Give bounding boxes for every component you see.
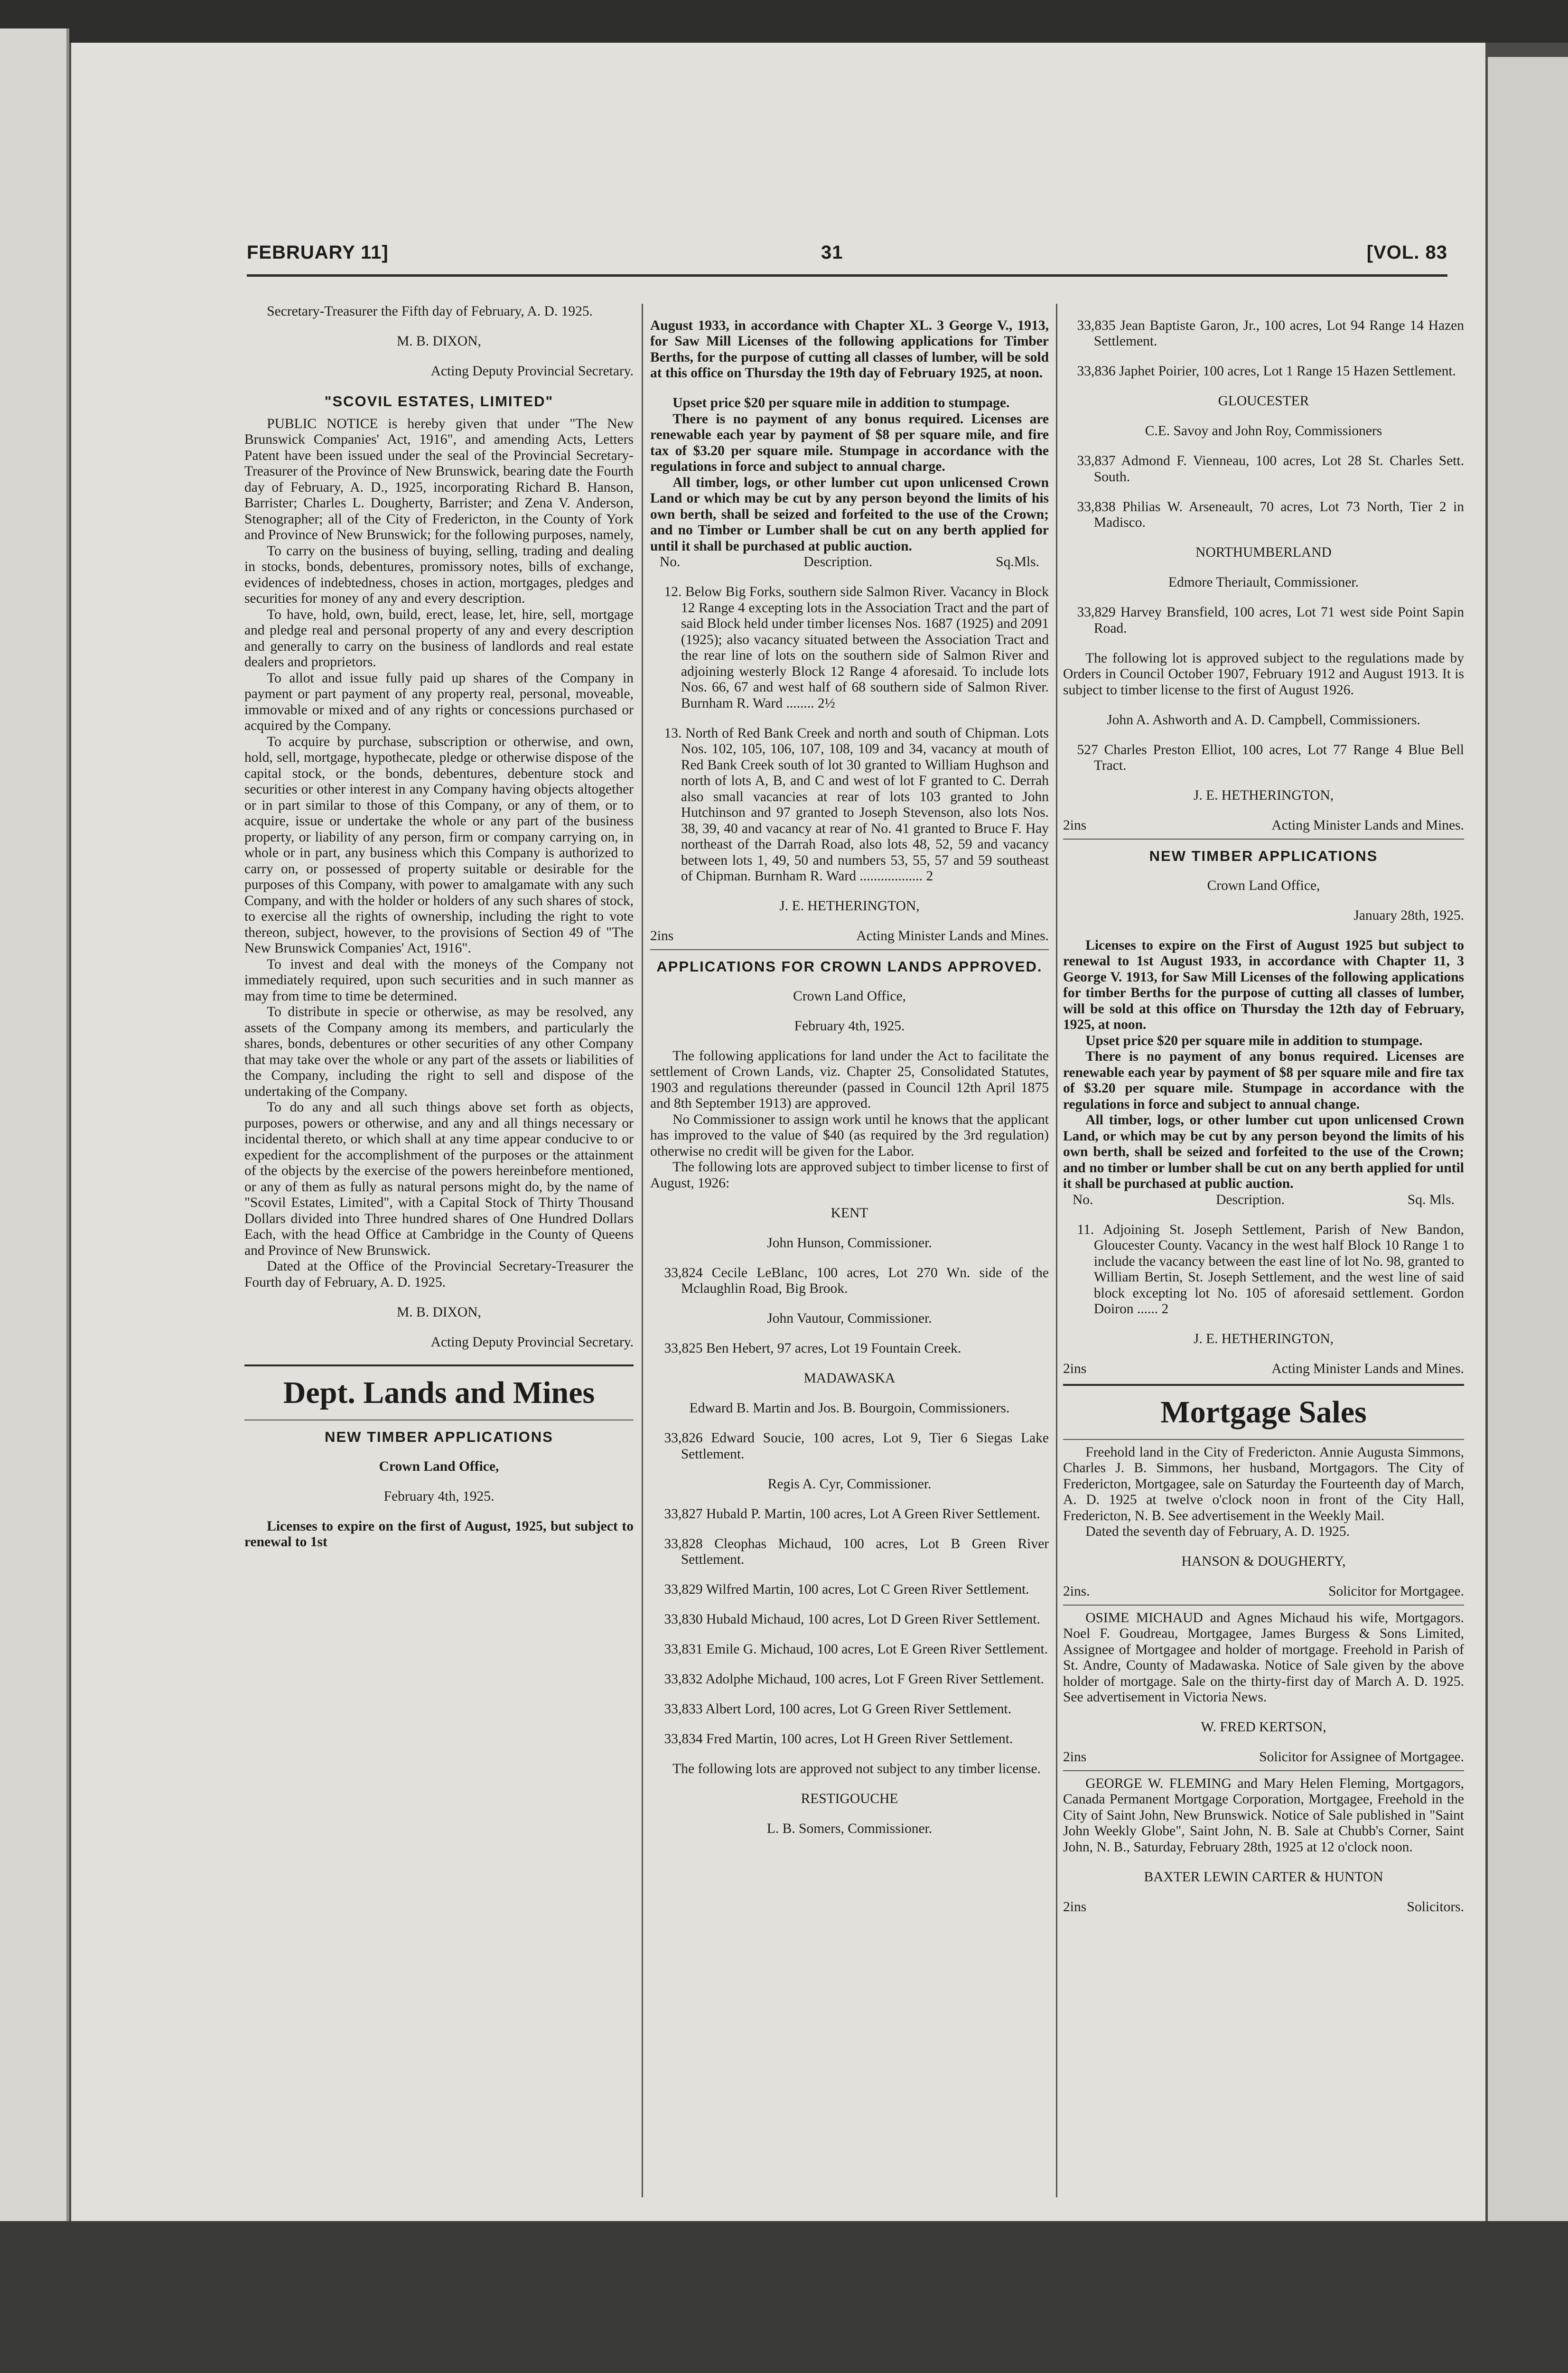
insertion-count: 2ins: [1063, 818, 1087, 833]
commissioner: Regis A. Cyr, Commissioner.: [767, 1476, 932, 1492]
list-item: 33,833 Albert Lord, 100 acres, Lot G Green River Settlement.: [664, 1701, 1012, 1717]
page-number: 31: [821, 242, 843, 263]
signature-title: Acting Minister Lands and Mines.: [1271, 818, 1464, 833]
commissioner: Edward B. Martin and Jos. B. Bourgoin, Commissioners.: [689, 1401, 1010, 1416]
notice-heading: APPLICATIONS FOR CROWN LANDS APPROVED.: [656, 958, 1043, 975]
signature: M. B. DIXON,: [397, 1304, 481, 1320]
signature-title: Acting Deputy Provincial Secretary.: [430, 364, 634, 379]
section-rule: [1063, 839, 1464, 840]
signature: J. E. HETHERINGTON,: [779, 898, 920, 914]
signature-title: Solicitor for Assignee of Mortgagee.: [1259, 1749, 1464, 1765]
signature-title: Acting Minister Lands and Mines.: [856, 928, 1049, 944]
insertion-line: [650, 928, 1049, 944]
list-item: 527 Charles Preston Elliot, 100 acres, Lot 77 Range 4 Blue Bell Tract.: [1077, 742, 1464, 773]
background-bottom: [0, 2221, 1568, 2373]
list-item: 33,829 Wilfred Martin, 100 acres, Lot C Green River Settlement.: [664, 1582, 1029, 1597]
notice-heading: "SCOVIL ESTATES, LIMITED": [324, 393, 554, 410]
insertion-line: [1063, 1899, 1464, 1915]
paragraph: The following lots are approved subject to timber license to first of August, 1926:: [650, 1159, 1049, 1191]
paragraph: PUBLIC NOTICE is hereby given that under "The New Brunswick Companies' Act, 1916", and amending Acts, Letters Patent have been issued under the seal of the Provincial Secretary-Treasurer of the Province of New Brunswick, bearing date the Fourth day of February, A. D., 1925, incorporating Richard B. Hanson, Barrister; Charles L. Dougherty, Barrister; and Zena V. Anderson, Stenographer; all of the City of Fredericton, in the County of York and Province of New Brunswick; for the following purposes, namely,: [244, 416, 634, 542]
list-item: 33,834 Fred Martin, 100 acres, Lot H Green River Settlement.: [664, 1731, 1013, 1747]
list-item: 33,838 Philias W. Arseneault, 70 acres, Lot 73 North, Tier 2 in Madisco.: [1077, 499, 1464, 530]
insertion-line: [1063, 1361, 1464, 1377]
column-1: [244, 304, 634, 2197]
signature: BAXTER LEWIN CARTER & HUNTON: [1144, 1869, 1383, 1885]
county-heading: RESTIGOUCHE: [801, 1791, 898, 1806]
paragraph: Upset price $20 per square mile in addition to stumpage.: [672, 395, 1010, 411]
list-item: 11. Adjoining St. Joseph Settlement, Parish of New Bandon, Gloucester County. Vacancy in the west half Block 10 Range 1 to include the vacancy between the east line of lot No. 98, granted to William Bertin, St. Joseph Settlement, and the west line of said block excepting lot No. 105 of aforesaid settlement. Gordon Doiron ...... 2: [1077, 1222, 1464, 1317]
county-heading: GLOUCESTER: [1218, 393, 1309, 409]
commissioner: C.E. Savoy and John Roy, Commissioners: [1145, 423, 1382, 439]
insertion-line: [1063, 1749, 1464, 1766]
section-rule: [244, 1364, 634, 1366]
previous-page-edge: [0, 28, 69, 2231]
county-heading: MADAWASKA: [803, 1371, 896, 1386]
list-item: 33,832 Adolphe Michaud, 100 acres, Lot F Green River Settlement.: [664, 1672, 1044, 1687]
paragraph: Secretary-Treasurer the Fifth day of February, A. D. 1925.: [267, 304, 593, 319]
paragraph: To carry on the business of buying, selling, trading and dealing in stocks, bonds, debentures, promissory notes, bills of exchange, evidences of indebtedness, choses in action, mortgages, pledges and securities for money of any and every description.: [244, 543, 634, 606]
county-heading: NORTHUMBERLAND: [1195, 545, 1332, 560]
next-page-edge: [1488, 57, 1568, 2221]
table-header: [1063, 1192, 1464, 1208]
list-item: 33,836 Japhet Poirier, 100 acres, Lot 1 Range 15 Hazen Settlement.: [1077, 364, 1456, 379]
list-item: 12. Below Big Forks, southern side Salmon River. Vacancy in Block 12 Range 4 excepting lots in the Association Tract and the part of said Block held under timber licenses Nos. 1687 (1925) and 2091 (1925); also vacancy situated between the Association Tract and the rear line of lots on the southern side of Salmon River and adjoining westerly Block 12 Range 4 aforesaid. To include lots Nos. 66, 67 and west half of 68 southern side of Salmon River. Burnham R. Ward ........ 2½: [664, 584, 1049, 711]
paragraph: All timber, logs, or other lumber cut upon unlicensed Crown Land, or which may be cut by any person beyond the limits of his own berth, shall be seized and forfeited to the use of the Crown; and no timber or lumber shall be cut on any berth applied for until it shall be purchased at public auction.: [1063, 1112, 1464, 1191]
paragraph: There is no payment of any bonus required. Licenses are renewable each year by payment of $8 per square mile, and fire tax of $3.20 per square mile. Stumpage in accordance with the regulations in force and subject to annual charge.: [650, 411, 1049, 474]
column-2: [650, 304, 1049, 2197]
list-item: 33,837 Admond F. Vienneau, 100 acres, Lot 28 St. Charles Sett. South.: [1077, 453, 1464, 485]
paragraph: GEORGE W. FLEMING and Mary Helen Fleming, Mortgagors, Canada Permanent Mortgage Corporation, Mortgagee, Freehold in the City of Saint John, New Brunswick. Notice of Sale published in "Saint John Weekly Globe", Saint John, N. B. Sale at Chubb's Corner, Saint John, N. B., Saturday, February 28th, 1925 at 12 o'clock noon.: [1063, 1775, 1464, 1855]
section-rule: [650, 949, 1049, 950]
signature: W. FRED KERTSON,: [1201, 1719, 1326, 1735]
section-rule: [1063, 1605, 1464, 1606]
signature: HANSON & DOUGHERTY,: [1181, 1554, 1346, 1569]
paragraph: To allot and issue fully paid up shares of the Company in payment or part payment of any property real, personal, moveable, immovable or mixed and of any rights or concessions purchased or acquired by the Company.: [244, 670, 634, 733]
paragraph: To distribute in specie or otherwise, as may be resolved, any assets of the Company among its members, and particularly the shares, bonds, debentures or other securities of any other Company that may take over the whole or any part of the assets or liabilities of the Company, including the right to sell and dispose of the undertaking of the Company.: [244, 1004, 634, 1099]
page-header: [247, 242, 1447, 275]
list-item: 33,830 Hubald Michaud, 100 acres, Lot D Green River Settlement.: [664, 1612, 1040, 1627]
column-divider: [642, 304, 643, 2197]
notice-heading: NEW TIMBER APPLICATIONS: [325, 1428, 553, 1445]
paragraph: August 1933, in accordance with Chapter XL. 3 George V., 1913, for Saw Mill Licenses of the following applications for Timber Berths, for the purpose of cutting all classes of lumber, will be sold at this office on Thursday the 19th day of February 1925, at noon.: [650, 318, 1049, 381]
list-item: 33,825 Ben Hebert, 97 acres, Lot 19 Fountain Creek.: [664, 1341, 961, 1356]
paragraph: The following lot is approved subject to the regulations made by Orders in Council October 1907, February 1912 and August 1913. It is subject to timber license to the first of August 1926.: [1063, 650, 1464, 698]
office-line: Crown Land Office,: [379, 1458, 499, 1474]
column-description: Description.: [803, 554, 873, 570]
paragraph: The following applications for land under the Act to facilitate the settlement of Crown Lands, viz. Chapter 25, Consolidated Statutes, 1903 and regulations thereunder (passed in Council 12th April 1875 and 8th September 1913) are approved.: [650, 1048, 1049, 1111]
section-rule: [1063, 1439, 1464, 1440]
paragraph: No Commissioner to assign work until he knows that the applicant has improved to the value of $40 (as required by the 3rd regulation) otherwise no credit will be given for the Labor.: [650, 1112, 1049, 1159]
signature: J. E. HETHERINGTON,: [1193, 788, 1334, 803]
list-item: 33,826 Edward Soucie, 100 acres, Lot 9, Tier 6 Siegas Lake Settlement.: [664, 1430, 1049, 1462]
paragraph: There is no payment of any bonus required. Licenses are renewable each year by payment of $8 per square mile and fire tax of $3.20 per square mile. Stumpage in accordance with the regulations in force and subject to annual change.: [1063, 1049, 1464, 1112]
column-divider: [1056, 304, 1057, 2197]
section-title: Mortgage Sales: [1160, 1394, 1367, 1429]
paragraph: Upset price $20 per square mile in addition to stumpage.: [1085, 1033, 1423, 1048]
list-item: 13. North of Red Bank Creek and north and south of Chipman. Lots Nos. 102, 105, 106, 107, 108, 109 and 34, vacancy at mouth of Red Bank Creek south of lot 30 granted to William Hughson and north of lots A, B, and C and west of lot F granted to C. Derrah also small vacancies at rear of lots 103 granted to John Hutchinson and 97 granted to Joseph Stevenson, also lots Nos. 38, 39, 40 and vacancy at rear of No. 41 granted to Bruce F. Hay northeast of the Darrah Road, also lots 48, 52, 59 and vacancy between lots 1, 49, 50 and numbers 53, 55, 57 and 59 southeast of Chipman. Burnham R. Ward .................. 2: [664, 725, 1049, 884]
date-line: February 4th, 1925.: [794, 1018, 905, 1034]
county-heading: KENT: [831, 1205, 868, 1221]
commissioner: John Vautour, Commissioner.: [767, 1311, 932, 1326]
column-sq-mls: Sq.Mls.: [996, 554, 1039, 570]
list-item: 33,835 Jean Baptiste Garon, Jr., 100 acres, Lot 94 Range 14 Hazen Settlement.: [1077, 318, 1464, 349]
section-title: Dept. Lands and Mines: [283, 1375, 595, 1410]
paragraph: Dated the seventh day of February, A. D. 1925.: [1085, 1524, 1350, 1539]
date-line: February 4th, 1925.: [383, 1488, 495, 1504]
list-item: 33,827 Hubald P. Martin, 100 acres, Lot A Green River Settlement.: [664, 1506, 1040, 1522]
paragraph: The following lots are approved not subject to any timber license.: [672, 1761, 1041, 1776]
notice-heading: NEW TIMBER APPLICATIONS: [1149, 847, 1378, 864]
insertion-count: 2ins: [650, 928, 674, 944]
column-no: No.: [660, 554, 681, 570]
paragraph: To do any and all such things above set forth as objects, purposes, powers or otherwise, and any and all things necessary or incidental thereto, or which shall at any time appear conducive to or expedient for the accomplishment of the purposes or the attainment of the objects by the exercise of the powers hereinbefore mentioned, or any of them as fully as natural persons might do, by the name of "Scovil Estates, Limited", with a Capital Stock of Thirty Thousand Dollars divided into Three hundred shares of One Hundred Dollars Each, with the head Office at Cambridge in the County of Queens and Province of New Brunswick.: [244, 1100, 634, 1258]
insertion-count: 2ins: [1063, 1361, 1087, 1376]
office-line: Crown Land Office,: [793, 988, 906, 1004]
background-top: [0, 0, 1568, 43]
commissioner: Edmore Theriault, Commissioner.: [1168, 575, 1359, 590]
date-line: January 28th, 1925.: [1353, 907, 1464, 923]
signature-title: Solicitors.: [1407, 1899, 1464, 1915]
list-item: 33,824 Cecile LeBlanc, 100 acres, Lot 270 Wn. side of the Mclaughlin Road, Big Brook.: [664, 1265, 1049, 1296]
paragraph: All timber, logs, or other lumber cut upon unlicensed Crown Land or which may be cut by any person beyond the limits of his own berth, shall be seized and forfeited to the use of the Crown; and no Timber or Lumber shall be cut on any berth applied for until it shall be purchased at public auction.: [650, 475, 1049, 554]
header-date: FEBRUARY 11]: [247, 242, 389, 263]
signature: M. B. DIXON,: [397, 334, 481, 349]
paragraph: Dated at the Office of the Provincial Secretary-Treasurer the Fourth day of February, A. D. 1925.: [244, 1259, 634, 1290]
column-sq-mls: Sq. Mls.: [1407, 1192, 1455, 1207]
section-rule: [1063, 1384, 1464, 1386]
paragraph: To acquire by purchase, subscription or otherwise, and own, hold, sell, mortgage, hypothecate, pledge or otherwise dispose of the capital stock, or the bonds, debentures, debenture stock and securities or other interest in any Company having objects altogether or in part similar to those of this Company, or any of them, or to acquire, issue or undertake the whole or any part of the business property, or liability of any person, firm or company carrying on, in whole or in part, any business which this Company is authorized to carry on, or possessed of property suitable or desirable for the purposes of this Company, with power to amalgamate with any such Company, and with the holder or holders of any such shares of stock, to exercise all the rights of ownership, including the right to vote thereon, subject, however, to the provisions of Section 49 of "The New Brunswick Companies' Act, 1916".: [244, 734, 634, 956]
paragraph: OSIME MICHAUD and Agnes Michaud his wife, Mortgagors. Noel F. Goudreau, Mortgagee, James Burgess & Sons Limited, Assignee of Mortgagee and holder of mortgage. Freehold in Parish of St. Andre, County of Madawaska. Notice of Sale given by the above holder of mortgage. Sale on the thirty-first day of March A. D. 1925. See advertisement in Victoria News.: [1063, 1610, 1464, 1705]
signature: J. E. HETHERINGTON,: [1193, 1331, 1334, 1346]
column-description: Description.: [1216, 1192, 1285, 1207]
paragraph: To have, hold, own, build, erect, lease, let, hire, sell, mortgage and pledge real and personal property of any and every description and generally to carry on the business of landlords and real estate dealers and proprietors.: [244, 607, 634, 670]
commissioner: John Hunson, Commissioner.: [767, 1235, 932, 1251]
commissioner: L. B. Somers, Commissioner.: [766, 1821, 933, 1836]
insertion-count: 2ins.: [1063, 1584, 1090, 1599]
insertion-count: 2ins: [1063, 1749, 1087, 1765]
commissioner: John A. Ashworth and A. D. Campbell, Commissioners.: [1107, 712, 1420, 728]
paragraph: Licenses to expire on the First of August 1925 but subject to renewal to 1st August 1933, in accordance with Chapter 11, 3 George V. 1913, for Saw Mill Licenses of the following applications for timber Berths for the purpose of cutting all classes of lumber, will be sold at this office on Thursday the 12th day of February, 1925, at noon.: [1063, 937, 1464, 1032]
paragraph: Licenses to expire on the first of August, 1925, but subject to renewal to 1st: [244, 1518, 634, 1550]
signature-title: Acting Deputy Provincial Secretary.: [430, 1334, 634, 1350]
table-header: [650, 554, 1049, 570]
paragraph: To invest and deal with the moneys of the Company not immediately required, upon such securities and in such manner as may from time to time be determined.: [244, 956, 634, 1004]
insertion-line: [1063, 1584, 1464, 1600]
list-item: 33,829 Harvey Bransfield, 100 acres, Lot 71 west side Point Sapin Road.: [1077, 605, 1464, 636]
signature-title: Acting Minister Lands and Mines.: [1271, 1361, 1464, 1376]
office-line: Crown Land Office,: [1207, 878, 1320, 893]
section-rule: [1063, 1770, 1464, 1771]
header-rule: [247, 274, 1447, 277]
paragraph: Freehold land in the City of Fredericton. Annie Augusta Simmons, Charles J. B. Simmons, her husband, Mortgagors. The City of Fredericton, Mortgagee, sale on Saturday the Fourteenth day of March, A. D. 1925 at twelve o'clock noon in front of the City Hall, Fredericton, N. B. See advertisement in the Weekly Mail.: [1063, 1444, 1464, 1523]
list-item: 33,831 Emile G. Michaud, 100 acres, Lot E Green River Settlement.: [664, 1642, 1048, 1657]
column-3: [1063, 304, 1464, 2197]
column-no: No.: [1073, 1192, 1093, 1207]
signature-title: Solicitor for Mortgagee.: [1328, 1584, 1464, 1599]
insertion-line: [1063, 818, 1464, 834]
header-volume: [VOL. 83: [1366, 242, 1447, 263]
insertion-count: 2ins: [1063, 1899, 1087, 1915]
list-item: 33,828 Cleophas Michaud, 100 acres, Lot B Green River Settlement.: [664, 1536, 1049, 1567]
